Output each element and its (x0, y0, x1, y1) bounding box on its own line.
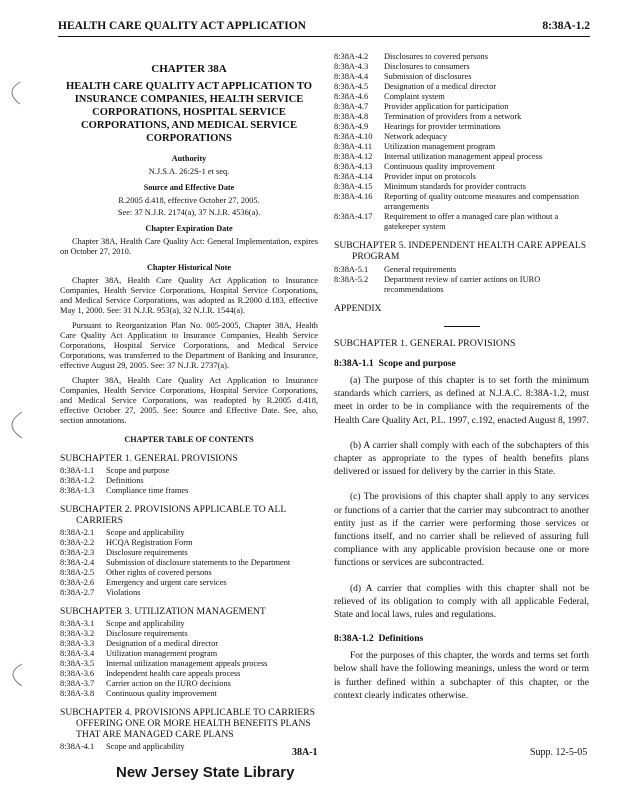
punch-hole-mark (0, 660, 30, 690)
toc-entry[interactable] (334, 52, 589, 62)
body-paragraph: For the purposes of this chapter, the words and terms set forth below shall have the following meanings, unless the word or term is further defined within a subchapter of this chapter, or the context clearly indicates otherwise. (334, 651, 589, 701)
toc-entry[interactable] (60, 629, 318, 639)
source-heading: Source and Effective Date (143, 183, 235, 192)
toc-entry[interactable] (334, 72, 589, 82)
toc-entry-title: Definitions (106, 476, 144, 485)
toc-entry-number: 8:38A-1.1 (60, 466, 95, 475)
toc-entry-number: 8:38A-3.5 (60, 659, 95, 668)
toc-entry[interactable] (60, 742, 318, 752)
toc-entry-title: Continuous quality improvement (384, 162, 495, 171)
chapter-number: CHAPTER 38A (151, 63, 227, 75)
toc-entry-number: 8:38A-3.8 (60, 689, 95, 698)
toc-entry-title: Utilization management program (384, 142, 496, 151)
toc-entry[interactable] (334, 82, 589, 92)
toc-entry[interactable] (334, 132, 589, 142)
toc-entry[interactable] (60, 679, 318, 689)
toc-entry-number: 8:38A-4.4 (334, 72, 369, 81)
toc-entry[interactable] (60, 476, 318, 486)
toc-subchapter-title: SUBCHAPTER 2. PROVISIONS APPLICABLE TO ALL CARRIERS (60, 504, 286, 526)
punch-hole-mark (0, 78, 30, 108)
toc-entry[interactable] (60, 649, 318, 659)
section-title: Definitions (378, 633, 424, 645)
history-paragraph: Chapter 38A, Health Care Quality Act Application to Insurance Companies, Health Service Corporations, Hospital Service Corporations, and Medical Service Corporations, was adopted as R.2000 d.183, effective May 1, 2000. See: 31 N.J.R. 953(a), 32 N.J.R. 1544(a). (60, 276, 318, 315)
section-heading (334, 359, 589, 369)
toc-entry-number: 8:38A-2.2 (60, 538, 95, 547)
body-paragraph: (a) The purpose of this chapter is to set forth the minimum standards which carriers, as defined at N.J.A.C. 8:38A-1.2, must meet in order to be in compliance with the requirements of the Health Care Quality Act, P.L. 1997, c.192, enacted August 8, 1997. (334, 376, 589, 426)
history-paragraph: Pursuant to Reorganization Plan No. 005-2005, Chapter 38A, Health Care Quality Act Application to Insurance Companies, Health Service Corporations, Hospital Service Corporations, and Medical Service Corporations, was transferred to the Department of Banking and Insurance, effective August 29, 2005. See: 37 N.J.R. 2737(a). (60, 321, 318, 370)
page-number: 38A-1 (292, 747, 318, 758)
section-title: Scope and purpose (378, 358, 456, 369)
toc-entry-number: 8:38A-5.2 (334, 275, 369, 284)
toc-entry-title: Carrier action on the IURO decisions (106, 679, 231, 688)
toc-entry-number: 8:38A-4.8 (334, 112, 369, 121)
toc-entry-title: Minimum standards for provider contracts (384, 182, 526, 191)
toc-entry-number: 8:38A-4.15 (334, 182, 373, 191)
toc-entry-title: Requirement to offer a managed care plan without a gatekeeper system (384, 212, 559, 231)
expiration-heading: Chapter Expiration Date (145, 224, 233, 233)
toc-entry[interactable] (60, 588, 318, 598)
subchapter-heading: SUBCHAPTER 1. GENERAL PROVISIONS (334, 338, 516, 349)
toc-entry-title: Scope and purpose (106, 466, 170, 475)
toc-entry-title: Provider application for participation (384, 102, 509, 111)
source-text: R.2005 d.418, effective October 27, 2005. (118, 196, 260, 205)
toc-entry-title: Utilization management program (106, 649, 218, 658)
toc-entry-number: 8:38A-4.13 (334, 162, 373, 171)
toc-entry-number: 8:38A-3.7 (60, 679, 95, 688)
toc-entry-title: Provider input on protocols (384, 172, 476, 181)
toc-entry-number: 8:38A-4.5 (334, 82, 369, 91)
toc-entry-number: 8:38A-4.17 (334, 212, 373, 221)
toc-entry[interactable] (334, 162, 589, 172)
toc-heading: CHAPTER TABLE OF CONTENTS (124, 435, 254, 444)
toc-entry-title: Submission of disclosure statements to the Department (106, 558, 291, 567)
header-rule (58, 36, 590, 37)
section-number: 8:38A-1.1 (334, 358, 374, 369)
supplement-date: Supp. 12-5-05 (530, 747, 588, 758)
toc-entry-title: Complaint system (384, 92, 445, 101)
chapter-title: HEALTH CARE QUALITY ACT APPLICATION TO INSURANCE COMPANIES, HEALTH SERVICE CORPORATIONS, HOSPITAL SERVICE CORPORATIONS, AND MEDICAL SERVICE CORPORATIONS (66, 81, 312, 144)
toc-entry[interactable] (60, 669, 318, 679)
toc-entry-title: Designation of a medical director (106, 639, 219, 648)
header-section: 8:38A-1.2 (542, 20, 590, 32)
authority-text: N.J.S.A. 26:2S-1 et seq. (148, 167, 230, 176)
toc-entry-title: Termination of providers from a network (384, 112, 522, 121)
authority-heading: Authority (171, 154, 207, 163)
toc-entry-title: Compliance time frames (106, 486, 189, 495)
section-heading (334, 634, 589, 644)
toc-entry-title: Disclosure requirements (106, 548, 188, 557)
toc-entry-number: 8:38A-3.4 (60, 649, 95, 658)
toc-entry[interactable] (334, 192, 589, 212)
toc-entry-title: Internal utilization management appeals process (106, 659, 268, 668)
section-divider (444, 326, 480, 327)
toc-entry[interactable] (334, 265, 589, 275)
toc-subchapter-title: SUBCHAPTER 4. PROVISIONS APPLICABLE TO CARRIERS OFFERING ONE OR MORE HEALTH BENEFITS PLANS THAT ARE MANAGED CARE PLANS (60, 707, 315, 740)
toc-entry-number: 8:38A-2.4 (60, 558, 95, 567)
toc-entry-title: Department review of carrier actions on IURO recommendations (384, 275, 541, 294)
body-paragraph: (c) The provisions of this chapter shall apply to any services or functions of a carrier that the carrier may subcontract to another entity just as if the carrier were performing those services or functions itself, and no carrier shall be relieved of assuring full compliance with any applicable provision because one or more functions or services are subcontracted. (334, 492, 589, 569)
toc-entry-title: Disclosures to covered persons (384, 52, 488, 61)
toc-entry-number: 8:38A-3.2 (60, 629, 95, 638)
toc-entry[interactable] (60, 528, 318, 538)
toc-entry-number: 8:38A-3.6 (60, 669, 95, 678)
toc-entry-number: 8:38A-1.3 (60, 486, 95, 495)
toc-subchapter-title: SUBCHAPTER 5. INDEPENDENT HEALTH CARE APPEALS PROGRAM (334, 240, 587, 262)
toc-entry-number: 8:38A-4.16 (334, 192, 373, 201)
toc-entry[interactable] (60, 689, 318, 699)
history-paragraph: Chapter 38A, Health Care Quality Act Application to Insurance Companies, Health Service Corporations, Hospital Service Corporations, and Medical Service Corporations, was readopted by R.2005 d.418, effective October 27, 2005. See: Source and Effective Date. See, also, section annotations. (60, 376, 318, 425)
toc-entry[interactable] (334, 182, 589, 192)
toc-entry-number: 8:38A-4.3 (334, 62, 369, 71)
source-text: See: 37 N.J.R. 2174(a), 37 N.J.R. 4536(a). (117, 208, 261, 217)
body-paragraph: (d) A carrier that complies with this chapter shall not be relieved of its obligation to comply with all applicable Federal, State and local laws, rules and regulations. (334, 583, 589, 621)
toc-entry-number: 8:38A-2.3 (60, 548, 95, 557)
toc-subchapter-title: SUBCHAPTER 3. UTILIZATION MANAGEMENT (60, 606, 266, 617)
toc-entry[interactable] (60, 486, 318, 496)
expiration-text: Chapter 38A, Health Care Quality Act: General Implementation, expires on October 27, 2010. (60, 237, 318, 256)
toc-entry-number: 8:38A-4.10 (334, 132, 373, 141)
toc-entry[interactable] (60, 538, 318, 548)
toc-entry[interactable] (334, 172, 589, 182)
toc-entry-number: 8:38A-2.7 (60, 588, 95, 597)
toc-entry[interactable] (60, 466, 318, 476)
toc-entry-title: Internal utilization management appeal process (384, 152, 543, 161)
toc-entry-number: 8:38A-4.6 (334, 92, 369, 101)
toc-entry[interactable] (334, 152, 589, 162)
toc-entry[interactable] (334, 142, 589, 152)
toc-entry-number: 8:38A-2.6 (60, 578, 95, 587)
library-watermark: New Jersey State Library (116, 764, 295, 781)
toc-entry[interactable] (334, 112, 589, 122)
toc-entry[interactable] (60, 548, 318, 558)
toc-entry-title: Submission of disclosures (384, 72, 472, 81)
toc-entry[interactable] (334, 122, 589, 132)
toc-entry-title: Disclosures to consumers (384, 62, 470, 71)
toc-entry-title: Continuous quality improvement (106, 689, 217, 698)
toc-entry[interactable] (60, 568, 318, 578)
toc-entry[interactable] (60, 659, 318, 669)
toc-entry[interactable] (334, 102, 589, 112)
toc-entry-title: Other rights of covered persons (106, 568, 212, 577)
punch-hole-mark (0, 410, 30, 440)
section-number: 8:38A-1.2 (334, 633, 374, 645)
toc-entry-title: Violations (106, 588, 141, 597)
toc-entry-number: 8:38A-4.14 (334, 172, 373, 181)
toc-entry-number: 8:38A-4.7 (334, 102, 369, 111)
toc-entry-title: Independent health care appeals process (106, 669, 241, 678)
toc-entry[interactable] (334, 62, 589, 72)
toc-entry-number: 8:38A-3.3 (60, 639, 95, 648)
toc-entry-number: 8:38A-4.1 (60, 742, 95, 751)
toc-entry-number: 8:38A-4.11 (334, 142, 373, 151)
toc-entry-title: Reporting of quality outcome measures and compensation arrangements (384, 192, 579, 211)
toc-entry-title: General requirements (384, 265, 457, 274)
toc-entry-title: Disclosure requirements (106, 629, 188, 638)
header-title: HEALTH CARE QUALITY ACT APPLICATION (58, 20, 306, 32)
toc-entry-title: Emergency and urgent care services (106, 578, 227, 587)
toc-entry-title: Scope and applicability (106, 619, 185, 628)
history-heading: Chapter Historical Note (147, 263, 231, 272)
running-header (58, 18, 590, 36)
toc-entry-number: 8:38A-5.1 (334, 265, 369, 274)
toc-entry[interactable] (60, 578, 318, 588)
left-column (60, 52, 318, 752)
toc-entry[interactable] (334, 275, 589, 295)
toc-entry[interactable] (60, 558, 318, 568)
toc-entry[interactable] (334, 92, 589, 102)
body-paragraph: (b) A carrier shall comply with each of the subchapters of this chapter as appropriate to the types of health benefits plans delivered or issued for delivery by the carrier in this State. (334, 440, 589, 478)
toc-entry[interactable] (60, 619, 318, 629)
toc-entry-number: 8:38A-1.2 (60, 476, 95, 485)
toc-entry-title: HCQA Registration Form (106, 538, 193, 547)
toc-entry[interactable] (334, 212, 589, 232)
toc-entry-title: Scope and applicability (106, 742, 185, 751)
toc-entry-number: 8:38A-4.12 (334, 152, 373, 161)
toc-entry-title: Hearings for provider terminations (384, 122, 501, 131)
toc-entry-title: Designation of a medical director (384, 82, 497, 91)
toc-entry-number: 8:38A-4.2 (334, 52, 369, 61)
toc-entry-number: 8:38A-2.1 (60, 528, 95, 537)
right-column (334, 52, 589, 715)
toc-entry-title: Network adequacy (384, 132, 448, 141)
toc-appendix[interactable]: APPENDIX (334, 303, 382, 314)
toc-entry[interactable] (60, 639, 318, 649)
toc-entry-title: Scope and applicability (106, 528, 185, 537)
toc-subchapter-title: SUBCHAPTER 1. GENERAL PROVISIONS (60, 453, 238, 464)
toc-entry-number: 8:38A-3.1 (60, 619, 95, 628)
toc-entry-number: 8:38A-2.5 (60, 568, 95, 577)
toc-entry-number: 8:38A-4.9 (334, 122, 369, 131)
